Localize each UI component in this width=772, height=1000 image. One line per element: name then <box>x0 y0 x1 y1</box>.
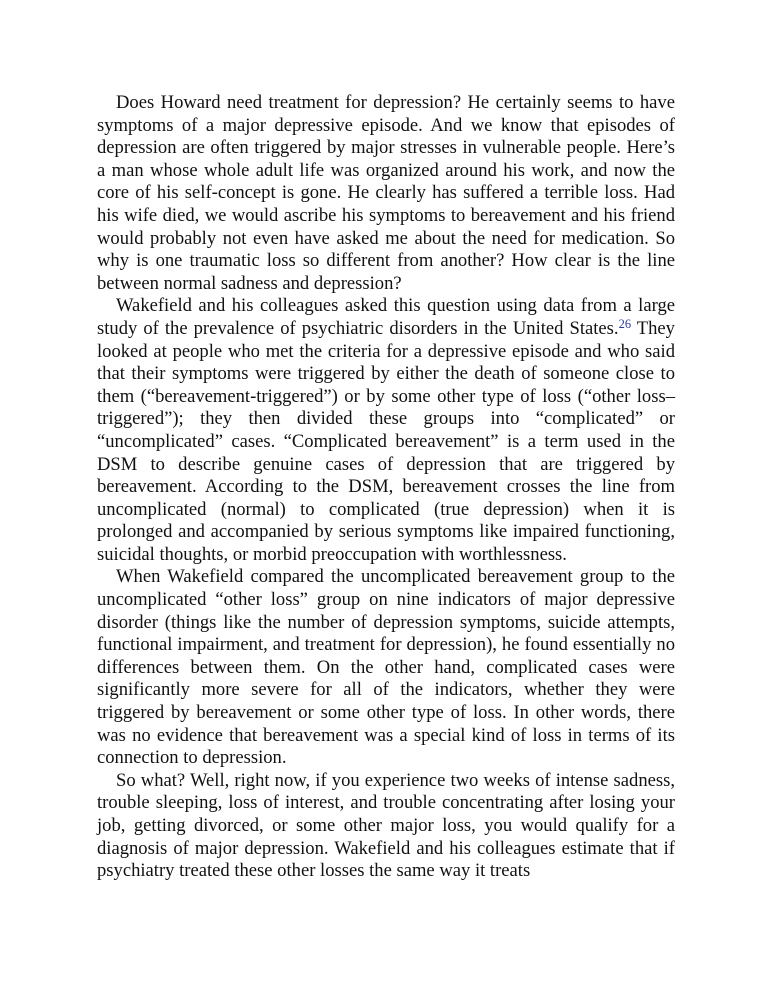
page-body <box>97 92 675 883</box>
paragraph-so-what: So what? Well, right now, if you experience two weeks of intense sadness, trouble sleeping, loss of interest, and trouble concentrating after losing your job, getting divorced, or some other major loss, you would qualify for a diagnosis of major depression. Wakefield and his colleagues estimate that if psychiatry treated these other losses the same way it treats <box>97 769 675 882</box>
paragraph-text: They looked at people who met the criteria for a depressive episode and who said that their symptoms were triggered by either the death of someone close to them (“bereavement-triggered”) or by some other type of loss (“other loss–triggered”); they then divided these groups into “complicated” or “uncomplicated” cases. “Complicated bereavement” is a term used in the DSM to describe genuine cases of depression that are triggered by bereavement. According to the DSM, bereavement crosses the line from uncomplicated (normal) to complicated (true depression) when it is prolonged and accompanied by serious symptoms like impaired functioning, suicidal thoughts, or morbid preoccupation with worthlessness. <box>97 317 675 565</box>
paragraph-wakefield-study <box>97 295 675 566</box>
paragraph-text: Wakefield and his colleagues asked this question using data from a large study of the prevalence of psychiatric disorders in the United States. <box>97 295 675 339</box>
paragraph-howard: Does Howard need treatment for depression? He certainly seems to have symptoms of a major depressive episode. And we know that episodes of depression are often triggered by major stresses in vulnerable people. Here’s a man whose whole adult life was organized around his work, and now the core of his self-concept is gone. He clearly has suffered a terrible loss. Had his wife died, we would ascribe his symptoms to bereavement and his friend would probably not even have asked me about the need for medication. So why is one traumatic loss so different from another? How clear is the line between normal sadness and depression? <box>97 92 675 294</box>
paragraph-comparison: When Wakefield compared the uncomplicated bereavement group to the uncomplicated “other loss” group on nine indicators of major depressive disorder (things like the number of depression symptoms, suicide attempts, functional impairment, and treatment for depression), he found essentially no differences between them. On the other hand, complicated cases were significantly more severe for all of the indicators, whether they were triggered by bereavement or some other type of loss. In other words, there was no evidence that bereavement was a special kind of loss in terms of its connection to depression. <box>97 566 675 769</box>
endnote-reference-link[interactable]: 26 <box>618 316 632 331</box>
